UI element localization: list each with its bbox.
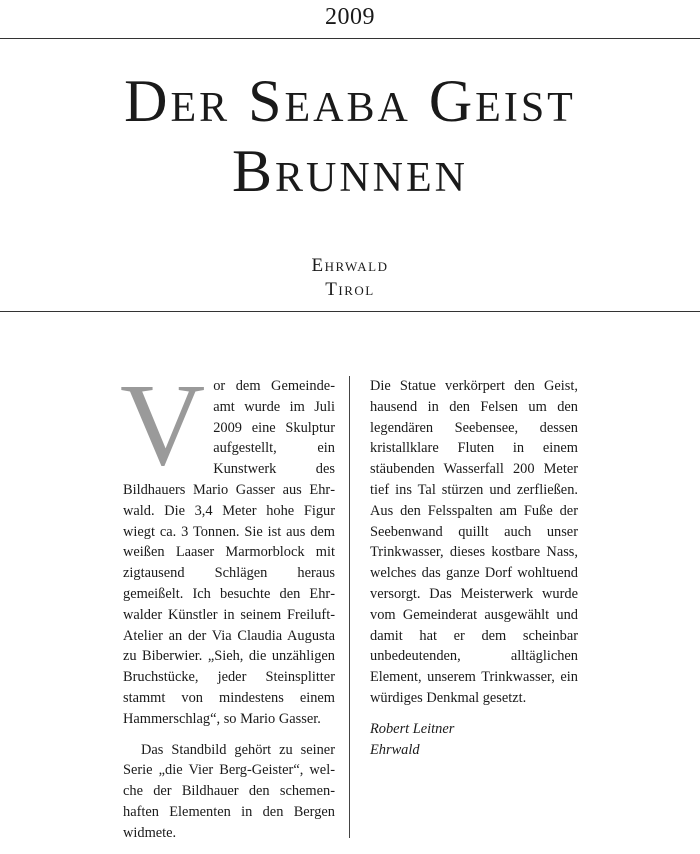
article-title xyxy=(0,66,700,206)
drop-cap: V xyxy=(120,359,206,490)
section-rule xyxy=(0,311,700,312)
title-line-1: Der Seaba Geist xyxy=(124,68,576,134)
location-town: Ehrwald xyxy=(311,255,389,276)
paragraph-1 xyxy=(120,359,335,730)
title-line-2: Brunnen xyxy=(231,138,468,204)
author-name: Robert Leitner xyxy=(370,720,455,737)
article-column-left xyxy=(120,359,335,854)
paragraph-3: Die Statue verkörpert den Geist, hausend in den Felsen um den legendären Seebensee, dessen kristallklare Fluten in einem stäubenden Wasserfall 200 Meter tief ins Tal stürzen und zerfließen. Aus den Felsspalten am Fuße der Seebenwand quillt auch unser Trinkwasser, dieses kostbare Nass, welches das ganze Dorf wohltuend versorgt. Das Meisterwerk wurde vom Gemeinderat ausgewählt und damit hat er dem scheinbar unbedeutenden, alltäglichen Element, unserem Trinkwasser, ein würdiges Denkmal gesetzt. xyxy=(370,378,578,706)
location-region: Tirol xyxy=(325,279,375,300)
paragraph-2: Das Standbild gehört zu seiner Serie „die Vier Berg-Geister“, welche der Bildhauer den schemenhaften Elementen in den Bergen widmete. xyxy=(123,741,335,841)
author-place: Ehrwald xyxy=(370,741,420,758)
location xyxy=(0,254,700,302)
column-divider xyxy=(349,376,350,838)
top-rule xyxy=(0,38,700,39)
page-year: 2009 xyxy=(325,4,375,30)
article-column-right xyxy=(370,376,578,760)
paragraph-1-text: or dem Gemeindeamt wurde im Juli 2009 eine Skulptur aufgestellt, ein Kunstwerk des Bildhauers Mario Gasser aus Ehrwald. Die 3,4 Meter hohe Figur wiegt ca. 3 Tonnen. Sie ist aus dem weißen Laaser Marmorblock mit zigtausend Schlägen heraus gemeißelt. Ich besuchte den Ehrwalder Künstler in seinem Freiluft-Atelier an der Via Claudia Augusta zu Biberwier. „Sieh, die unzähligen Bruchstücke, jeder Steinsplitter stammt von mindestens einem Hammerschlag“, so Mario Gasser. xyxy=(123,378,335,727)
